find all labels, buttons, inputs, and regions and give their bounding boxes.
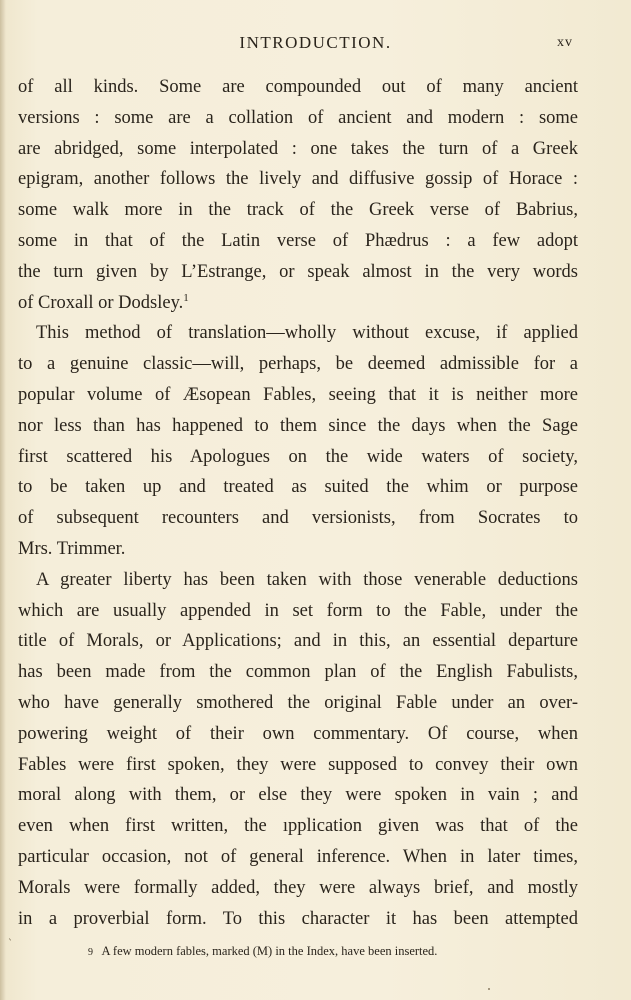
- footnote-reference[interactable]: 1: [183, 291, 189, 304]
- text-line-content: of Croxall or Dodsley.: [18, 292, 184, 313]
- page-speck: [488, 988, 490, 990]
- text-line-content: versions : some are a collation of ancient and modern : some: [18, 107, 578, 128]
- text-line-content: Mrs. Trimmer.: [18, 538, 126, 559]
- text-line-content: even when first written, the ıpplication given was that of the: [18, 816, 578, 837]
- text-line-content: the turn given by L’Estrange, or speak almost in the very words: [18, 261, 578, 282]
- text-line-content: nor less than has happened to them since the days when the Sage: [18, 415, 578, 436]
- text-line-content: epigram, another follows the lively and diffusive gossip of Horace :: [18, 169, 578, 190]
- text-line: [18, 380, 578, 411]
- text-line-content: which are usually appended in set form to the Fable, under the: [18, 600, 578, 621]
- text-line-content: to be taken up and treated as suited the whim or purpose: [18, 477, 578, 498]
- text-line: [18, 534, 578, 565]
- spine-shadow: [0, 0, 6, 1000]
- running-head: [0, 33, 631, 55]
- text-line: [18, 442, 578, 473]
- text-line-content: powering weight of their own commentary. Of course, when: [18, 723, 578, 744]
- text-line-content: This method of translation—wholly without excuse, if applied: [36, 323, 578, 344]
- text-line: [18, 565, 578, 596]
- text-line-content: popular volume of Æsopean Fables, seeing that it is neither more: [18, 384, 578, 405]
- text-line-content: particular occasion, not of general inference. When in later times,: [18, 846, 578, 867]
- text-line-content: of subsequent recounters and versionists, from Socrates to: [18, 508, 578, 529]
- footnote-text: A few modern fables, marked (M) in the Index, have been inserted.: [101, 944, 438, 958]
- footnote-marker: 9: [88, 947, 93, 958]
- text-line: [18, 780, 578, 811]
- text-line-content: title of Morals, or Applications; and in this, an essential departure: [18, 631, 578, 652]
- text-line: [18, 472, 578, 503]
- text-line: [18, 411, 578, 442]
- text-line-content: Morals were formally added, they were always brief, and mostly: [18, 877, 578, 898]
- text-line: [18, 626, 578, 657]
- text-line: [18, 873, 578, 904]
- text-line: [18, 72, 578, 103]
- text-line: [18, 164, 578, 195]
- text-line: [18, 657, 578, 688]
- text-line: [18, 503, 578, 534]
- text-line: [18, 349, 578, 380]
- running-title: INTRODUCTION.: [239, 33, 392, 52]
- text-line: [18, 719, 578, 750]
- text-line: [18, 195, 578, 226]
- text-line-content: Fables were first spoken, they were supposed to convey their own: [18, 754, 578, 775]
- footnote: [88, 944, 437, 959]
- text-line: [18, 226, 578, 257]
- text-line-content: A greater liberty has been taken with those venerable deductions: [36, 569, 578, 590]
- text-line: [18, 688, 578, 719]
- text-line-content: some walk more in the track of the Greek verse of Babrius,: [18, 200, 578, 221]
- text-line: [18, 318, 578, 349]
- text-line-content: moral along with them, or else they were spoken in vain ; and: [18, 785, 578, 806]
- text-line: [18, 750, 578, 781]
- text-line-content: has been made from the common plan of the English Fabulists,: [18, 662, 578, 683]
- body-text: [18, 72, 578, 934]
- text-line-content: to a genuine classic—will, perhaps, be deemed admissible for a: [18, 354, 578, 375]
- text-line-content: are abridged, some interpolated : one takes the turn of a Greek: [18, 138, 578, 159]
- text-line: [18, 288, 578, 319]
- text-line: [18, 134, 578, 165]
- margin-mark: ˋ: [8, 939, 13, 950]
- text-line: [18, 842, 578, 873]
- text-line: [18, 811, 578, 842]
- text-line: [18, 103, 578, 134]
- text-line-content: of all kinds. Some are compounded out of many ancient: [18, 77, 578, 97]
- text-line: [18, 904, 578, 935]
- text-line-content: in a proverbial form. To this character it has been attempted: [18, 908, 578, 929]
- text-line: [18, 596, 578, 627]
- text-line-content: first scattered his Apologues on the wide waters of society,: [18, 446, 578, 467]
- page-number: xv: [557, 35, 573, 50]
- text-line-content: who have generally smothered the original Fable under an over-: [18, 692, 578, 713]
- text-line: [18, 257, 578, 288]
- text-line-content: some in that of the Latin verse of Phædrus : a few adopt: [18, 230, 578, 251]
